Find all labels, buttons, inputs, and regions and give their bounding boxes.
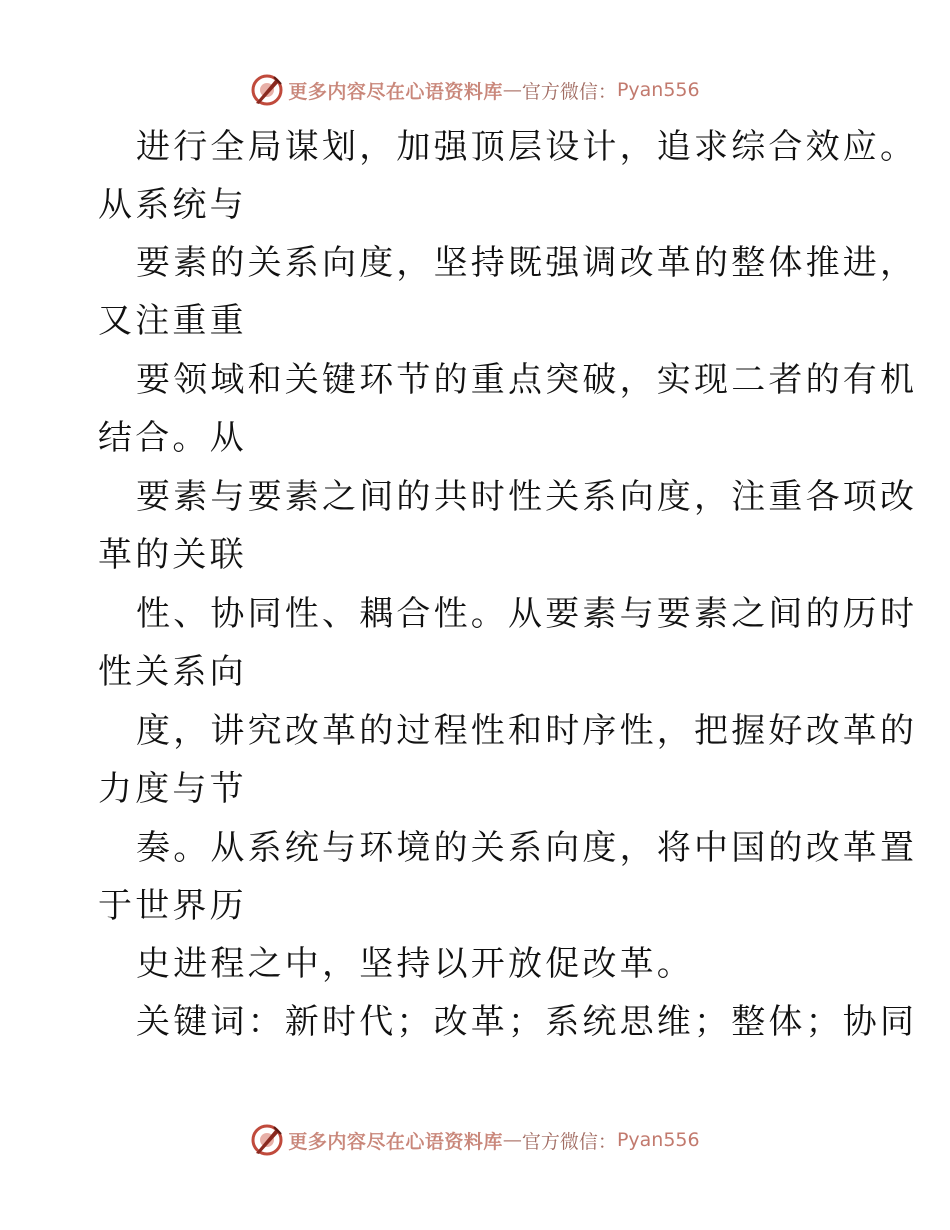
footer-watermark <box>0 1120 950 1160</box>
keywords-line: 关键词：新时代；改革；系统思维；整体；协同 <box>136 1002 918 1042</box>
text-line: 结合。从 <box>98 418 247 458</box>
text-line: 要领域和关键环节的重点突破，实现二者的有机 <box>136 360 918 400</box>
watermark-label: 官方微信： <box>521 80 617 103</box>
text-line: 革的关联 <box>98 535 247 575</box>
text-line: 性、协同性、耦合性。从要素与要素之间的历时 <box>136 594 918 634</box>
watermark-label: 官方微信： <box>521 1130 617 1153</box>
quill-seal-icon <box>250 73 284 107</box>
watermark-text: 更多内容尽在心语资料库 <box>288 1130 503 1153</box>
text-line: 从系统与 <box>98 185 247 225</box>
text-line: 性关系向 <box>98 652 247 692</box>
text-line: 于世界历 <box>98 886 247 926</box>
text-line: 度，讲究改革的过程性和时序性，把握好改革的 <box>136 711 918 751</box>
watermark-wechat-id: Pyan556 <box>616 79 700 101</box>
text-line: 奏。从系统与环境的关系向度，将中国的改革置 <box>136 828 918 868</box>
text-line: 要素与要素之间的共时性关系向度，注重各项改 <box>136 477 918 517</box>
watermark-dash: — <box>502 79 522 101</box>
header-watermark <box>0 70 950 110</box>
text-line: 进行全局谋划，加强顶层设计，追求综合效应。 <box>136 127 918 167</box>
text-line: 力度与节 <box>98 769 247 809</box>
watermark-wechat-id: Pyan556 <box>616 1129 700 1151</box>
quill-seal-icon <box>250 1123 284 1157</box>
text-line: 要素的关系向度，坚持既强调改革的整体推进， <box>136 243 918 283</box>
watermark-text: 更多内容尽在心语资料库 <box>288 80 503 103</box>
text-line: 又注重重 <box>98 301 247 341</box>
watermark-dash: — <box>502 1129 522 1151</box>
text-line: 史进程之中，坚持以开放促改革。 <box>136 944 694 984</box>
